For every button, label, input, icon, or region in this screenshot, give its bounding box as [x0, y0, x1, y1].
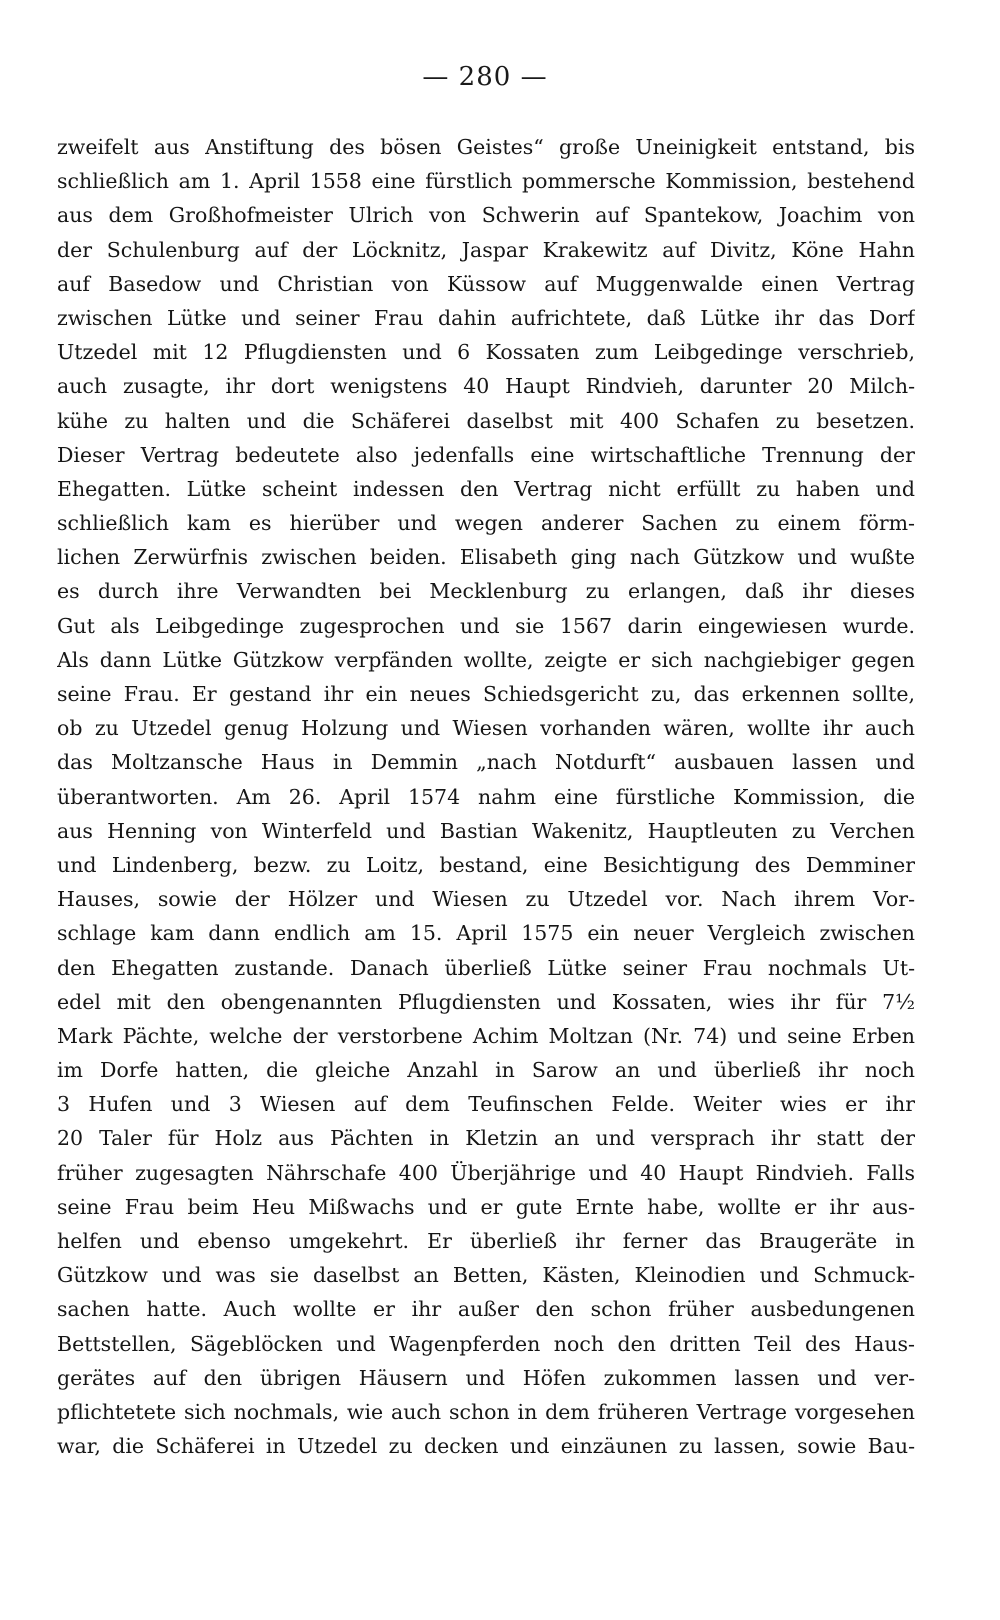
- text-line: 20 Taler für Holz aus Pächten in Kletzin an und versprach ihr statt der: [57, 1126, 915, 1151]
- text-line: Mark Pächte, welche der verstorbene Achim Moltzan (Nr. 74) und seine Erben: [57, 1023, 915, 1048]
- text-line: früher zugesagten Nährschafe 400 Überjährige und 40 Haupt Rindvieh. Falls: [57, 1160, 915, 1185]
- text-line: Gützkow und was sie daselbst an Betten, Kästen, Kleinodien und Schmuck-: [57, 1263, 915, 1288]
- text-line: schließlich am 1. April 1558 eine fürstlich pommersche Kommission, bestehend: [57, 169, 915, 194]
- text-line: es durch ihre Verwandten bei Mecklenburg zu erlangen, daß ihr dieses: [57, 579, 915, 604]
- text-line: 3 Hufen und 3 Wiesen auf dem Teufinschen Felde. Weiter wies er ihr: [57, 1092, 915, 1117]
- text-line: gerätes auf den übrigen Häusern und Höfen zukommen lassen und ver-: [57, 1365, 915, 1390]
- text-line: zweifelt aus Anstiftung des bösen Geistes“ große Uneinigkeit entstand, bis: [57, 135, 915, 159]
- text-line: Hauses, sowie der Hölzer und Wiesen zu Utzedel vor. Nach ihrem Vor-: [57, 887, 915, 912]
- text-line: Als dann Lütke Gützkow verpfänden wollte, zeigte er sich nachgiebiger gegen: [57, 647, 915, 672]
- text-line: schließlich kam es hierüber und wegen anderer Sachen zu einem förm-: [57, 511, 915, 536]
- text-line: zwischen Lütke und seiner Frau dahin aufrichtete, daß Lütke ihr das Dorf: [57, 305, 915, 330]
- text-line: und Lindenberg, bezw. zu Loitz, bestand, eine Besichtigung des Demminer: [57, 852, 915, 877]
- text-line: auf Basedow und Christian von Küssow auf Muggenwalde einen Vertrag: [57, 271, 915, 296]
- text-line: Utzedel mit 12 Pflugdiensten und 6 Kossaten zum Leibgedinge verschrieb,: [57, 340, 915, 365]
- text-line: seine Frau. Er gestand ihr ein neues Schiedsgericht zu, das erkennen sollte,: [57, 682, 915, 706]
- text-line: im Dorfe hatten, die gleiche Anzahl in Sarow an und überließ ihr noch: [57, 1058, 915, 1083]
- text-line: das Moltzansche Haus in Demmin „nach Notdurft“ ausbauen lassen und: [57, 750, 915, 775]
- text-line: edel mit den obengenannten Pflugdiensten und Kossaten, wies ihr für 7½: [57, 989, 915, 1014]
- text-line: kühe zu halten und die Schäferei daselbst mit 400 Schafen zu besetzen.: [57, 408, 915, 433]
- text-line: helfen und ebenso umgekehrt. Er überließ ihr ferner das Braugeräte in: [57, 1229, 915, 1253]
- text-line: seine Frau beim Heu Mißwachs und er gute Ernte habe, wollte er ihr aus-: [57, 1194, 915, 1219]
- text-line: sachen hatte. Auch wollte er ihr außer den schon früher ausbedungenen: [57, 1297, 915, 1322]
- text-line: Dieser Vertrag bedeutete also jedenfalls eine wirtschaftliche Trennung der: [57, 442, 915, 467]
- text-line: aus dem Großhofmeister Ulrich von Schwerin auf Spantekow, Joachim von: [57, 203, 915, 228]
- body-text: [57, 130, 915, 1463]
- page-number: — 280 —: [422, 62, 548, 92]
- text-line: war, die Schäferei in Utzedel zu decken und einzäunen zu lassen, sowie Bau-: [57, 1434, 915, 1459]
- text-line: lichen Zerwürfnis zwischen beiden. Elisabeth ging nach Gützkow und wußte: [57, 545, 915, 570]
- text-line: aus Henning von Winterfeld und Bastian Wakenitz, Hauptleuten zu Verchen: [57, 818, 915, 843]
- text-line: den Ehegatten zustande. Danach überließ Lütke seiner Frau nochmals Ut-: [57, 955, 915, 980]
- text-line: ob zu Utzedel genug Holzung und Wiesen vorhanden wären, wollte ihr auch: [57, 716, 915, 741]
- text-line: Gut als Leibgedinge zugesprochen und sie 1567 darin eingewiesen wurde.: [57, 613, 915, 638]
- text-line: überantworten. Am 26. April 1574 nahm eine fürstliche Kommission, die: [57, 784, 915, 809]
- text-line: Bettstellen, Sägeblöcken und Wagenpferden noch den dritten Teil des Haus-: [57, 1331, 915, 1356]
- text-line: der Schulenburg auf der Löcknitz, Jaspar Krakewitz auf Divitz, Köne Hahn: [57, 237, 915, 262]
- text-line: Ehegatten. Lütke scheint indessen den Vertrag nicht erfüllt zu haben und: [57, 476, 915, 501]
- text-line: pflichtetete sich nochmals, wie auch schon in dem früheren Vertrage vorgesehen: [57, 1399, 915, 1424]
- text-line: schlage kam dann endlich am 15. April 1575 ein neuer Vergleich zwischen: [57, 921, 915, 946]
- text-line: auch zusagte, ihr dort wenigstens 40 Haupt Rindvieh, darunter 20 Milch-: [57, 374, 915, 399]
